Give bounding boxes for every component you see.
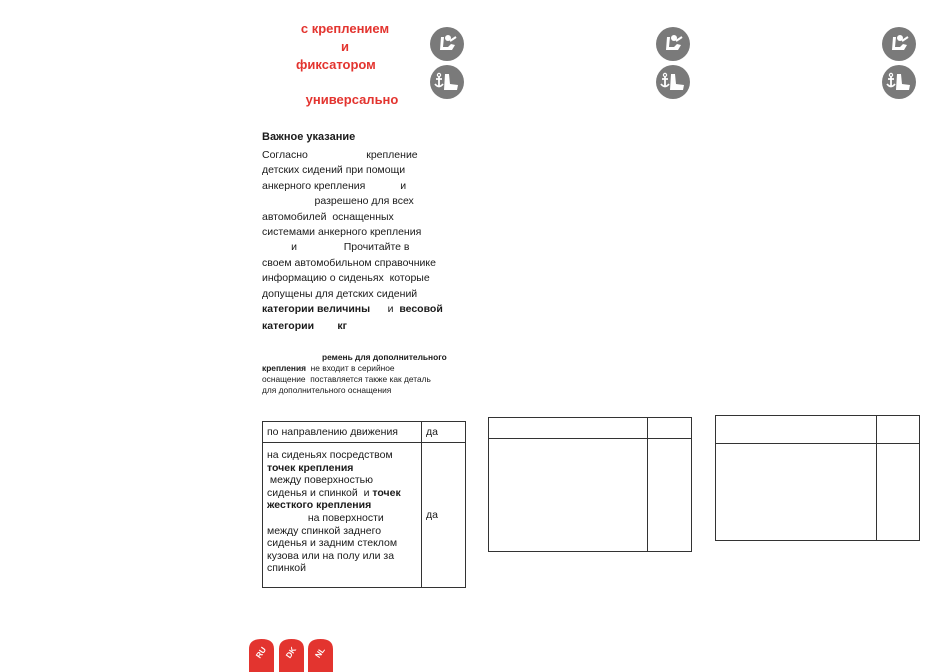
- note-line: автомобилей оснащенных: [262, 210, 394, 223]
- cell-line: спинкой: [267, 562, 307, 575]
- child-seat-icon: [430, 27, 464, 61]
- table-cell-value: [877, 416, 920, 444]
- note-category-line: [262, 302, 467, 319]
- strap-note-line: [262, 352, 472, 363]
- compatibility-table-empty: [715, 415, 920, 541]
- seat-type-title-line: фиксатором: [296, 57, 376, 72]
- table-cell-value: [648, 418, 692, 439]
- language-code: NL: [313, 645, 327, 660]
- table-cell-label: [716, 416, 877, 444]
- cell-line: на сиденьях посредством: [267, 449, 393, 461]
- strap-note-bold: крепления: [262, 363, 306, 373]
- size-category-label: категории величины: [262, 302, 371, 315]
- cell-line: точек крепления: [267, 461, 354, 474]
- note-line: допущены для детских сидений: [262, 287, 418, 300]
- category-label: категории: [262, 319, 315, 332]
- important-note-title: Важное указание: [262, 131, 356, 143]
- weight-label: весовой: [399, 302, 443, 315]
- note-line: анкерного крепления и: [262, 179, 407, 192]
- cell-line: между поверхностью: [267, 474, 374, 487]
- language-badge-ru: [249, 639, 274, 672]
- strap-note-text: не входит в серийное: [306, 363, 395, 373]
- table-cell-value: [648, 439, 692, 552]
- table-cell-label: [716, 444, 877, 541]
- table-cell-label: по направлению движения: [263, 422, 422, 443]
- gap-text: [314, 320, 337, 332]
- table-cell-label: [489, 418, 648, 439]
- seat-type-title: [290, 20, 400, 74]
- strap-note-bold: ремень для дополнительного: [322, 352, 447, 362]
- language-code: RU: [254, 645, 269, 661]
- cell-line: на поверхности: [267, 511, 384, 524]
- kg-label: кг: [337, 319, 348, 332]
- cell-text-bold: точек: [372, 486, 401, 499]
- table-cell-label: [263, 443, 422, 588]
- cell-line: жесткого крепления: [267, 499, 372, 512]
- note-line: информацию о сиденьях которые: [262, 272, 430, 285]
- strap-note: [262, 352, 472, 396]
- note-line: системами анкерного крепления: [262, 225, 422, 238]
- note-line: Согласно крепление: [262, 149, 418, 161]
- anchor-seat-icon: [882, 65, 916, 99]
- note-line: детских сидений при помощи: [262, 164, 406, 177]
- table-cell-value: [877, 444, 920, 541]
- table-cell-value: да: [422, 422, 466, 443]
- table-row: [716, 444, 920, 541]
- table-row: [263, 422, 466, 443]
- child-seat-icon: [656, 27, 690, 61]
- cell-line: [267, 487, 417, 500]
- table-row: [263, 443, 466, 588]
- language-badge-dk: [279, 639, 304, 672]
- table-row: [489, 439, 692, 552]
- seat-type-title-line: и: [341, 39, 349, 54]
- cell-text: сиденья и спинкой и: [267, 486, 373, 499]
- language-badge-nl: [308, 639, 333, 672]
- connector-text: и: [370, 302, 400, 315]
- strap-note-line: для дополнительного оснащения: [262, 385, 392, 395]
- note-line: и Прочитайте в: [262, 241, 410, 254]
- cell-line: сиденья и задним стеклом: [267, 537, 398, 550]
- table-row: [489, 418, 692, 439]
- table-cell-value: да: [422, 443, 466, 588]
- strap-note-line: оснащение поставляется также как деталь: [262, 374, 431, 384]
- language-code: DK: [284, 645, 299, 661]
- note-line: своем автомобильном справочнике: [262, 256, 436, 269]
- child-seat-icon: [882, 27, 916, 61]
- table-cell-label: [489, 439, 648, 552]
- note-line: разрешено для всех: [262, 195, 414, 208]
- compatibility-table-empty: [488, 417, 692, 552]
- note-category-line: [262, 319, 467, 334]
- universal-label: универсально: [305, 92, 399, 107]
- seat-type-title-line: с креплением: [300, 21, 390, 36]
- compatibility-table: [262, 421, 466, 588]
- important-note-body: [262, 148, 467, 334]
- cell-line: кузова или на полу или за: [267, 549, 395, 562]
- anchor-seat-icon: [430, 65, 464, 99]
- cell-line: между спинкой заднего: [267, 524, 382, 537]
- table-row: [716, 416, 920, 444]
- strap-note-line: [262, 363, 472, 374]
- anchor-seat-icon: [656, 65, 690, 99]
